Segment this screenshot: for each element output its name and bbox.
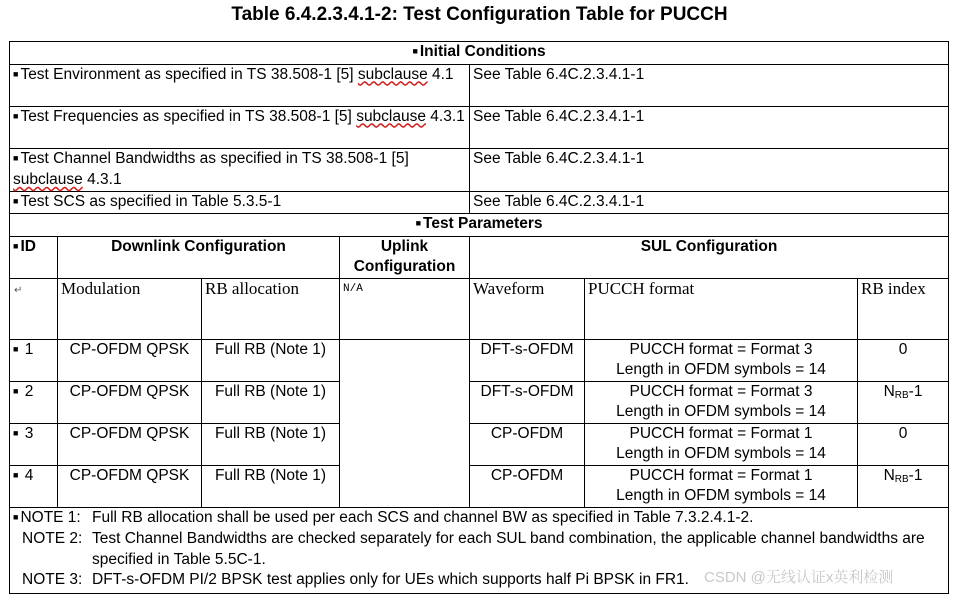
- id-cell: ■ 1: [10, 339, 58, 381]
- condition-value: See Table 6.4C.2.3.4.1-1: [470, 148, 949, 191]
- table-row: [10, 465, 949, 507]
- note-1: [13, 508, 945, 530]
- condition-label: ■ Test Frequencies as specified in TS 38.508-1 [5] subclause 4.3.1: [10, 106, 470, 148]
- condition-row: [10, 106, 949, 148]
- rb-index-cell: $N_{RB}-1$: [858, 465, 949, 507]
- condition-row: [10, 191, 949, 214]
- table-row: [10, 381, 949, 423]
- condition-value: See Table 6.4C.2.3.4.1-1: [470, 64, 949, 106]
- modulation-cell: CP-OFDM QPSK: [58, 465, 202, 507]
- rb-allocation-cell: Full RB (Note 1): [202, 339, 340, 381]
- id-cell: ■ 3: [10, 423, 58, 465]
- pucch-format-cell: PUCCH format = Format 1 Length in OFDM symbols = 14: [585, 465, 858, 507]
- condition-row: [10, 64, 949, 106]
- note-label: NOTE 3:: [22, 571, 83, 588]
- note-text: Test Channel Bandwidths are checked separately for each SUL band combination, the applicable channel bandwidths are specified in Table 5.5C-1.: [92, 530, 925, 568]
- pucch-format-cell: PUCCH format = Format 1 Length in OFDM symbols = 14: [585, 423, 858, 465]
- table-row: [10, 339, 949, 381]
- note-label: ■ NOTE 1:: [13, 508, 81, 526]
- waveform-cell: CP-OFDM: [470, 465, 585, 507]
- downlink-configuration-header: Downlink Configuration: [58, 236, 340, 278]
- id-cell: ■ 2: [10, 381, 58, 423]
- uplink-cell: [340, 339, 470, 507]
- row-marker-icon: ■: [13, 195, 19, 206]
- waveform-subheader: Waveform: [470, 278, 585, 339]
- pucch-test-configuration-table: [9, 41, 949, 594]
- initial-conditions-header: ■ Initial Conditions: [10, 42, 949, 65]
- rb-index-subheader: RB index: [858, 278, 949, 339]
- uplink-configuration-header: Uplink Configuration: [340, 236, 470, 278]
- sul-configuration-header: SUL Configuration: [470, 236, 949, 278]
- watermark: CSDN @无线认证x英利检测: [704, 569, 894, 586]
- row-marker-icon: ■: [13, 511, 19, 522]
- row-marker-icon: ■: [13, 343, 19, 354]
- initial-conditions-header-row: [10, 42, 949, 65]
- empty-id-cell: [10, 278, 58, 339]
- pucch-format-subheader: PUCCH format: [585, 278, 858, 339]
- row-marker-icon: ■: [415, 218, 421, 228]
- note-2: [13, 529, 945, 570]
- row-marker-icon: ■: [13, 469, 19, 480]
- waveform-cell: DFT-s-OFDM: [470, 381, 585, 423]
- condition-value: See Table 6.4C.2.3.4.1-1: [470, 106, 949, 148]
- paragraph-mark-icon: ↵: [14, 284, 23, 296]
- row-marker-icon: ■: [13, 240, 19, 251]
- column-header-row: [10, 236, 949, 278]
- table-row: [10, 423, 949, 465]
- waveform-cell: DFT-s-OFDM: [470, 339, 585, 381]
- table-title: Table 6.4.2.3.4.1-2: Test Configuration Table for PUCCH: [231, 4, 728, 25]
- id-column-header: ■ ID: [10, 236, 58, 278]
- modulation-cell: CP-OFDM QPSK: [58, 339, 202, 381]
- condition-value: See Table 6.4C.2.3.4.1-1: [470, 191, 949, 214]
- test-parameters-header-row: [10, 214, 949, 237]
- row-marker-icon: ■: [13, 385, 19, 396]
- modulation-subheader: Modulation: [58, 278, 202, 339]
- condition-label: ■ Test Environment as specified in TS 38.508-1 [5] subclause 4.1: [10, 64, 470, 106]
- row-marker-icon: ■: [13, 427, 19, 438]
- row-marker-icon: ■: [13, 152, 19, 163]
- note-text: Full RB allocation shall be used per each SCS and channel BW as specified in Table 7.3.2.4.1-2.: [92, 508, 754, 526]
- modulation-cell: CP-OFDM QPSK: [58, 423, 202, 465]
- modulation-cell: CP-OFDM QPSK: [58, 381, 202, 423]
- condition-row: [10, 148, 949, 191]
- rb-index-cell: $N_{RB}-1$: [858, 381, 949, 423]
- row-marker-icon: ■: [13, 110, 19, 121]
- note-text: DFT-s-OFDM PI/2 BPSK test applies only for UEs which supports half Pi BPSK in FR1.: [92, 571, 689, 588]
- rb-index-cell: 0: [858, 423, 949, 465]
- pucch-format-cell: PUCCH format = Format 3 Length in OFDM symbols = 14: [585, 339, 858, 381]
- test-parameters-header: ■ Test Parameters: [10, 214, 949, 237]
- uplink-na-subheader: N/A: [340, 278, 470, 339]
- pucch-format-cell: PUCCH format = Format 3 Length in OFDM symbols = 14: [585, 381, 858, 423]
- row-marker-icon: ■: [412, 46, 418, 56]
- rb-allocation-cell: Full RB (Note 1): [202, 423, 340, 465]
- rb-allocation-cell: Full RB (Note 1): [202, 465, 340, 507]
- waveform-cell: CP-OFDM: [470, 423, 585, 465]
- condition-label: ■ Test SCS as specified in Table 5.3.5-1: [10, 191, 470, 214]
- note-label: NOTE 2:: [22, 530, 83, 547]
- rb-allocation-cell: Full RB (Note 1): [202, 381, 340, 423]
- rb-index-cell: 0: [858, 339, 949, 381]
- row-marker-icon: ■: [13, 68, 19, 79]
- id-cell: ■ 4: [10, 465, 58, 507]
- rb-allocation-subheader: RB allocation: [202, 278, 340, 339]
- sub-header-row: [10, 278, 949, 339]
- condition-label: ■ Test Channel Bandwidths as specified in TS 38.508-1 [5] subclause 4.3.1: [10, 148, 470, 191]
